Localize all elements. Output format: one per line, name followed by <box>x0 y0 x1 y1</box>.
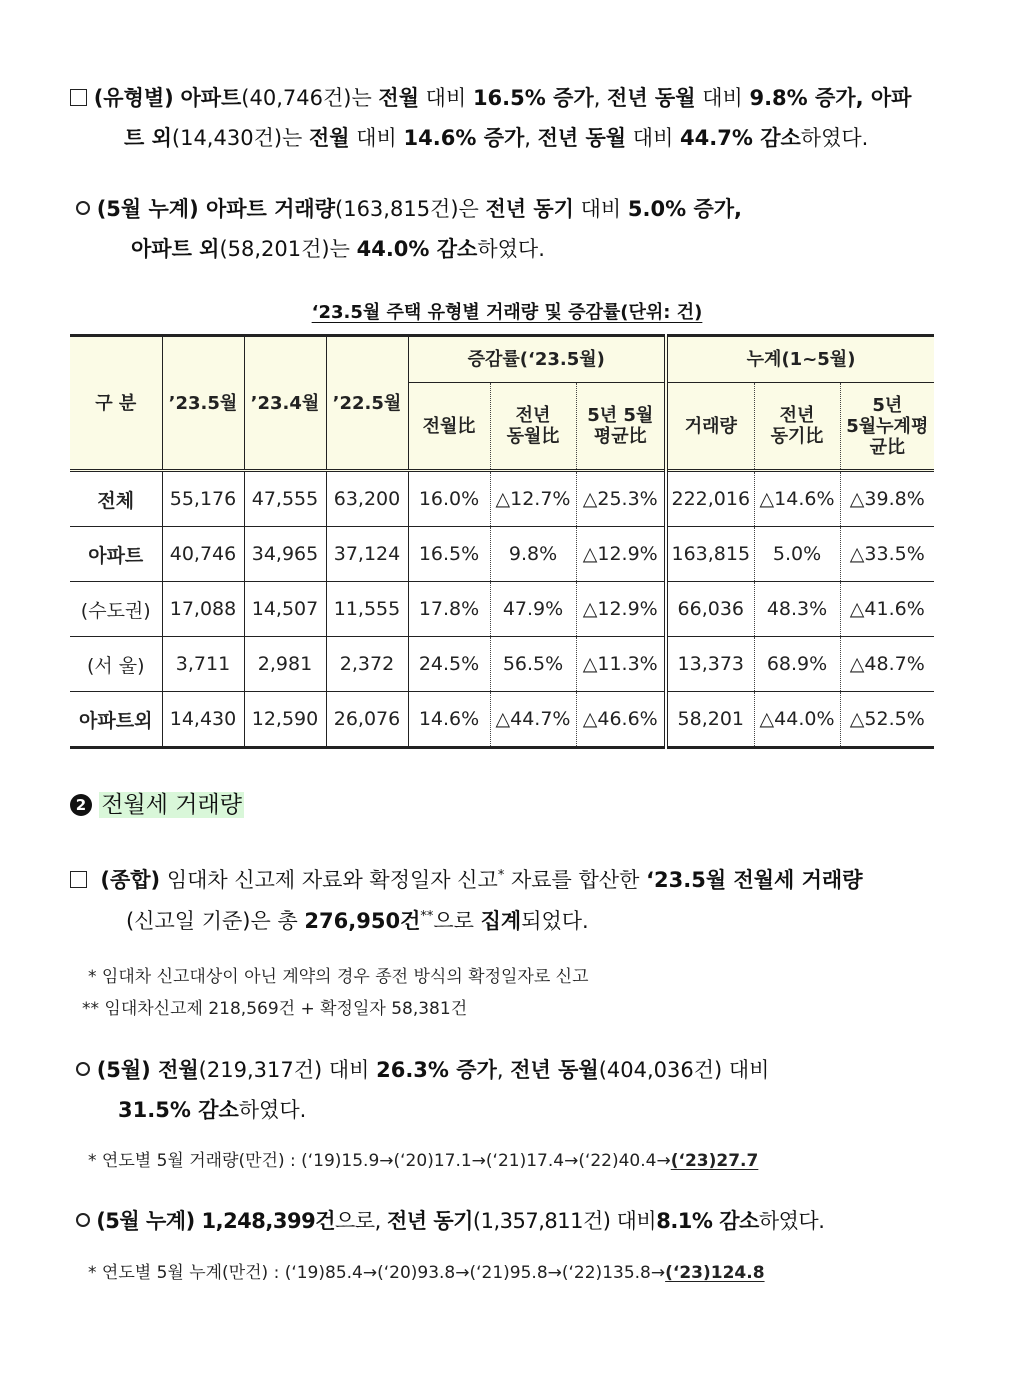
table-row <box>70 582 934 637</box>
text-vs: 대비 <box>573 197 628 221</box>
header-col: ’22.5월 <box>326 336 408 471</box>
table-cell: 222,016 <box>666 471 754 527</box>
paragraph-rental-summary-line2 <box>126 905 589 935</box>
table-cell: △44.0% <box>754 692 840 748</box>
table-cell: 16.5% <box>408 527 490 582</box>
table-cell: △41.6% <box>840 582 934 637</box>
table-cell: △44.7% <box>490 692 576 748</box>
header-sub: 5년 5월 평균比 <box>576 383 666 471</box>
text-count: (58,201건)는 <box>219 237 357 261</box>
table-cell: 17,088 <box>162 582 244 637</box>
table-cell: 26,076 <box>326 692 408 748</box>
table-cell: 68.9% <box>754 637 840 692</box>
note-text: * 연도별 5월 거래량(만건) : (‘19)15.9→(‘20)17.1→(‘21)17.4→(‘22)40.4→ <box>88 1151 671 1171</box>
table-cell: 12,590 <box>244 692 326 748</box>
text-rental-volume: ‘23.5월 전월세 거래량 <box>646 868 863 892</box>
table-cell: 47.9% <box>490 582 576 637</box>
text-count: (219,317건) 대비 <box>198 1058 377 1082</box>
section-heading <box>70 786 244 819</box>
header-sub: 전년 동월比 <box>490 383 576 471</box>
paragraph-cumulative-rental <box>76 1205 824 1235</box>
section-title: 전월세 거래량 <box>101 792 242 818</box>
header-col: ’23.5월 <box>162 336 244 471</box>
row-label: 아파트외 <box>70 692 162 748</box>
text-body: 임대차 신고제 자료와 확정일자 신고 <box>160 868 498 892</box>
table-cell: 56.5% <box>490 637 576 692</box>
text-body: 자료를 합산한 <box>504 868 647 892</box>
text-rate: 9.8% 증가 <box>749 86 856 110</box>
text-count: (40,746건)는 <box>241 86 379 110</box>
circle-bullet-icon <box>76 1062 90 1076</box>
header-group-cumulative: 누계(1~5월) <box>666 336 934 383</box>
table-cell: 63,200 <box>326 471 408 527</box>
square-bullet-icon <box>70 89 87 106</box>
text-non-apartment: 아파트 외 <box>131 237 220 261</box>
table-cell: △11.3% <box>576 637 666 692</box>
paragraph-may-rental <box>76 1054 769 1084</box>
header-sub: 전년 동기比 <box>754 383 840 471</box>
table-title: ‘23.5월 주택 유형별 거래량 및 증감률(단위: 건) <box>311 302 703 323</box>
table-cell: 58,201 <box>666 692 754 748</box>
table-cell: 66,036 <box>666 582 754 637</box>
table-cell: 14,430 <box>162 692 244 748</box>
note-highlight: (‘23)27.7 <box>670 1151 759 1171</box>
footnote-mark: ** <box>420 909 434 924</box>
row-label: (수도권) <box>70 582 162 637</box>
table-cell: △33.5% <box>840 527 934 582</box>
header-gubun: 구 분 <box>70 336 162 471</box>
text-comma: , <box>593 86 608 110</box>
circle-bullet-icon <box>76 201 90 215</box>
text-rate: 44.0% 감소 <box>356 237 478 261</box>
text-ending: 하였다. <box>238 1098 307 1122</box>
text-prev-year: 전년 동월 <box>537 126 627 150</box>
text-vs: 대비 <box>349 126 404 150</box>
tag-by-type: (유형별) <box>93 86 174 110</box>
text-cumulative-count: (5월 누계) 1,248,399건 <box>96 1209 335 1233</box>
text-prev-year: 전년 동월 <box>510 1058 599 1082</box>
table-cell: △52.5% <box>840 692 934 748</box>
paragraph-type-summary-line2 <box>124 122 868 152</box>
square-bullet-icon <box>70 871 87 888</box>
text-ending: 하였다. <box>477 237 545 261</box>
table-cell: 14.6% <box>408 692 490 748</box>
table-cell: △39.8% <box>840 471 934 527</box>
table-cell: △46.6% <box>576 692 666 748</box>
text-rate: 26.3% 증가 <box>376 1058 497 1082</box>
text-comma: , <box>524 126 538 150</box>
text-rate: 14.6% 증가 <box>403 126 525 150</box>
table-row <box>70 637 934 692</box>
text-count: (14,430건)는 <box>171 126 310 150</box>
table-cell: 47,555 <box>244 471 326 527</box>
table-cell: 3,711 <box>162 637 244 692</box>
header-sub: 전월比 <box>408 383 490 471</box>
table-cell: 11,555 <box>326 582 408 637</box>
table-cell: △12.7% <box>490 471 576 527</box>
text-count: (163,815건)은 <box>335 197 486 221</box>
header-col: ’23.4월 <box>244 336 326 471</box>
table-row <box>70 471 934 527</box>
text-rate: 5.0% 증가, <box>627 197 743 221</box>
row-label: 아파트 <box>70 527 162 582</box>
table-cell: 17.8% <box>408 582 490 637</box>
table-cell: 163,815 <box>666 527 754 582</box>
yearly-note <box>88 1146 758 1171</box>
text-prev-month: 전월 <box>309 126 350 150</box>
text-apartment-split: , 아파 <box>855 86 912 110</box>
header-group-change: 증감률(‘23.5월) <box>408 336 666 383</box>
table-cell: 9.8% <box>490 527 576 582</box>
paragraph-may-rental-line2 <box>118 1094 306 1124</box>
table-cell: △12.9% <box>576 582 666 637</box>
transaction-table <box>70 334 934 749</box>
text-total-count: 276,950건 <box>304 909 421 933</box>
tag-total: (종합) <box>100 868 161 892</box>
circle-bullet-icon <box>76 1213 90 1227</box>
text-ending: 되었다. <box>521 909 589 933</box>
text-prev-period: 전년 동기 <box>485 197 574 221</box>
footnote: * 임대차 신고대상이 아닌 계약의 경우 종전 방식의 확정일자로 신고 <box>88 967 589 987</box>
table-cell: 16.0% <box>408 471 490 527</box>
table-cell: 37,124 <box>326 527 408 582</box>
paragraph-may-cumulative <box>76 193 742 223</box>
text-ending: 하였다. <box>800 126 869 150</box>
note-text: * 연도별 5월 누계(만건) : (‘19)85.4→(‘20)93.8→(‘21)95.8→(‘22)135.8→ <box>88 1263 666 1283</box>
table-cell: △25.3% <box>576 471 666 527</box>
table-row <box>70 692 934 748</box>
text-vs: 대비 <box>419 86 473 110</box>
table-body <box>70 471 934 748</box>
text-cumulative: (5월 누계) 아파트 거래량 <box>96 197 336 221</box>
text-vs: 대비 <box>695 86 750 110</box>
text-rate: 31.5% 감소 <box>118 1098 239 1122</box>
text-body: 으로, <box>335 1209 387 1233</box>
text-apartment: 아파트 <box>180 86 242 110</box>
text-aggregated: 집계 <box>480 909 522 933</box>
table-cell: 2,372 <box>326 637 408 692</box>
text-apartment-split: 트 외 <box>124 126 172 150</box>
text-rate: 44.7% 감소 <box>680 126 801 150</box>
table-cell: 48.3% <box>754 582 840 637</box>
note-highlight: (‘23)124.8 <box>665 1263 765 1283</box>
table-cell: 14,507 <box>244 582 326 637</box>
table-cell: △48.7% <box>840 637 934 692</box>
paragraph-type-summary <box>70 82 911 112</box>
footnote-mark: * <box>497 868 505 883</box>
paragraph-rental-summary <box>70 864 862 894</box>
table-row <box>70 527 934 582</box>
table-cell: 34,965 <box>244 527 326 582</box>
text-vs: 대비 <box>626 126 681 150</box>
header-sub: 5년 5월누계평 균比 <box>840 383 934 471</box>
text-comma: , <box>496 1058 511 1082</box>
footnote: ** 임대차신고제 218,569건 + 확정일자 58,381건 <box>82 999 468 1019</box>
text-body: 으로 <box>433 909 481 933</box>
text-count: (404,036건) 대비 <box>598 1058 770 1082</box>
yearly-cumulative-note <box>88 1258 765 1283</box>
paragraph-may-cumulative-line2 <box>131 233 545 263</box>
row-label: (서 울) <box>70 637 162 692</box>
text-rate: 8.1% 감소 <box>656 1209 759 1233</box>
table-cell: 13,373 <box>666 637 754 692</box>
text-may-prev-month: (5월) 전월 <box>96 1058 199 1082</box>
table-cell: 55,176 <box>162 471 244 527</box>
table-cell: 40,746 <box>162 527 244 582</box>
table-cell: △12.9% <box>576 527 666 582</box>
text-count: (1,357,811건) 대비 <box>472 1209 657 1233</box>
table-cell: 24.5% <box>408 637 490 692</box>
text-ending: 하였다. <box>758 1209 825 1233</box>
text-prev-year: 전년 동월 <box>607 86 696 110</box>
table-cell: 2,981 <box>244 637 326 692</box>
row-label: 전체 <box>97 489 135 512</box>
section-number-badge: 2 <box>70 794 92 816</box>
table-cell: △14.6% <box>754 471 840 527</box>
text-rate: 16.5% 증가 <box>472 86 594 110</box>
text-body: (신고일 기준)은 총 <box>126 909 305 933</box>
header-sub: 거래량 <box>666 383 754 471</box>
text-prev-period: 전년 동기 <box>386 1209 473 1233</box>
table-cell: 5.0% <box>754 527 840 582</box>
text-prev-month: 전월 <box>378 86 419 110</box>
